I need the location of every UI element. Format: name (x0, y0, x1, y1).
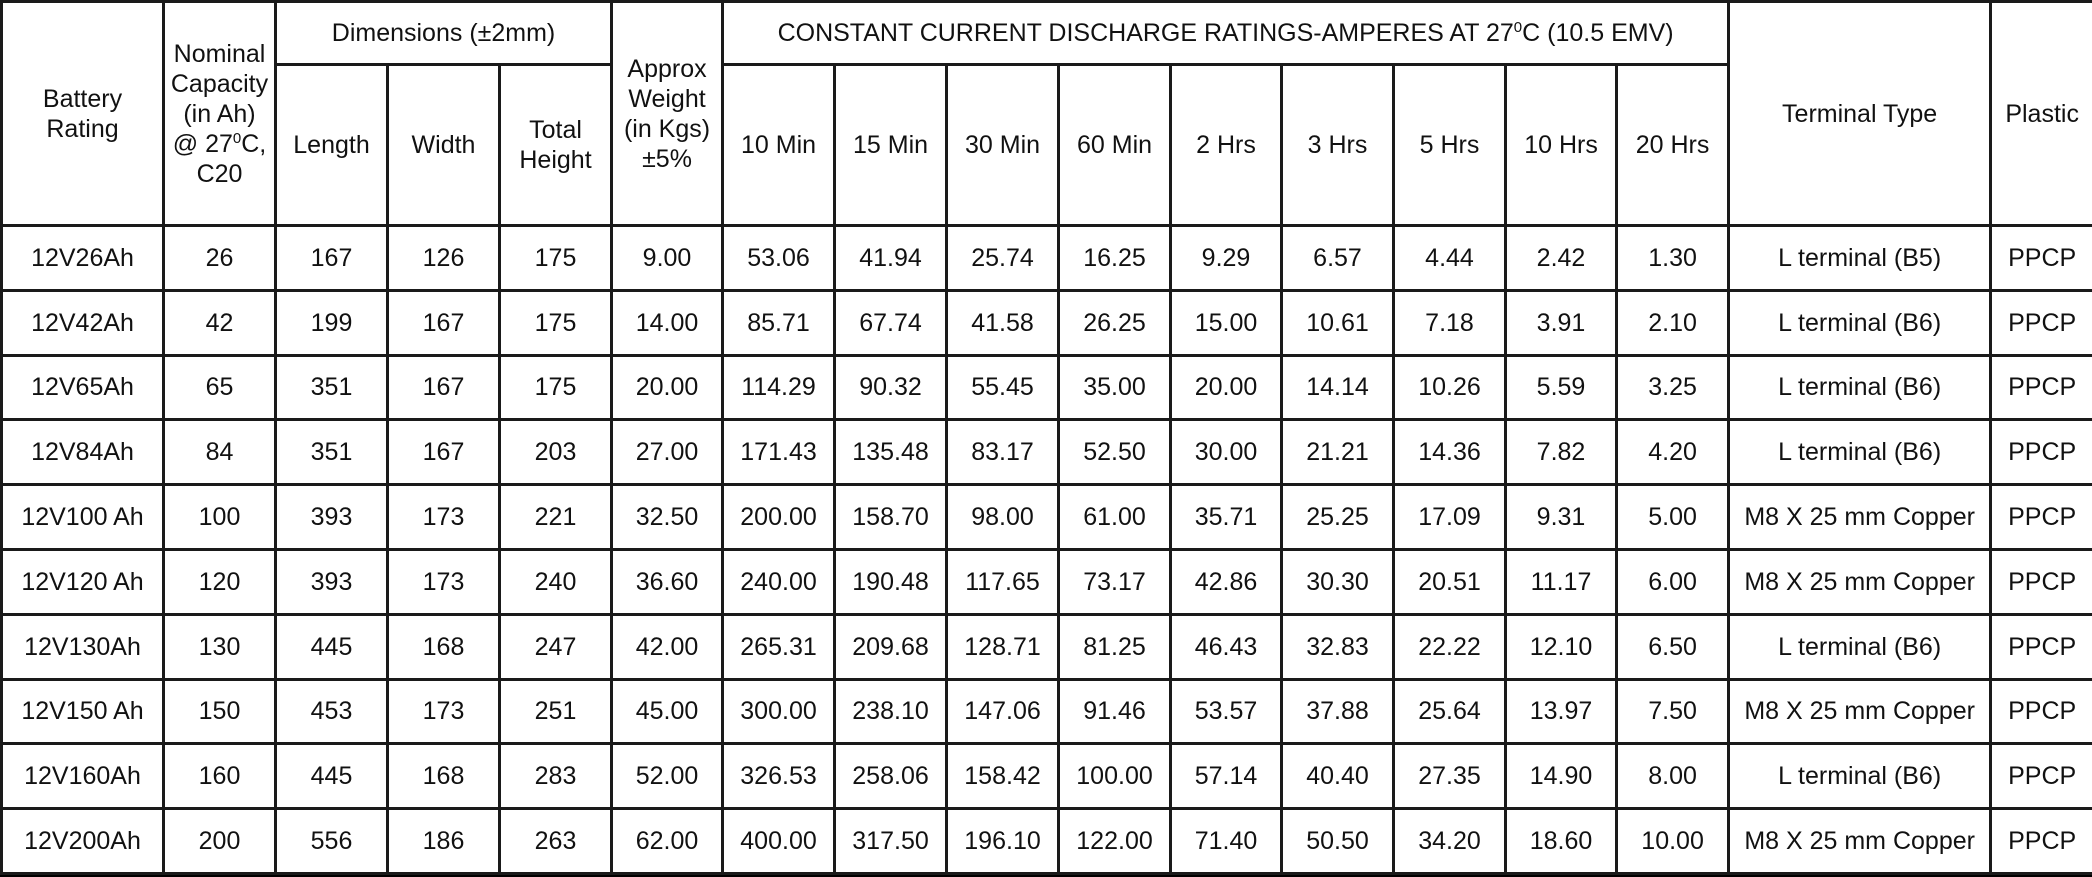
cell-discharge-60min: 91.46 (1059, 679, 1171, 744)
cell-length: 393 (276, 549, 388, 614)
cell-discharge-60min: 61.00 (1059, 485, 1171, 550)
cell-battery-rating: 12V200Ah (2, 809, 164, 874)
header-terminal-type: Terminal Type (1729, 2, 1991, 226)
cell-nominal-capacity: 65 (164, 355, 276, 420)
cell-discharge-10hrs: 13.97 (1506, 679, 1617, 744)
cell-discharge-60min: 52.50 (1059, 420, 1171, 485)
cell-battery-rating: 12V130Ah (2, 614, 164, 679)
table-row (2, 549, 2092, 614)
cell-discharge-10hrs: 14.90 (1506, 744, 1617, 809)
cell-length: 453 (276, 679, 388, 744)
cell-nominal-capacity: 120 (164, 549, 276, 614)
cell-terminal-type: L terminal (B6) (1729, 744, 1991, 809)
cell-width: 126 (388, 226, 500, 291)
cell-approx-weight: 36.60 (612, 549, 723, 614)
cell-approx-weight: 9.00 (612, 226, 723, 291)
cell-approx-weight: 62.00 (612, 809, 723, 874)
cell-approx-weight: 45.00 (612, 679, 723, 744)
cell-width: 173 (388, 485, 500, 550)
cell-plastic: PPCP (1991, 355, 2092, 420)
cell-discharge-10min: 53.06 (723, 226, 835, 291)
cell-discharge-60min: 35.00 (1059, 355, 1171, 420)
table-row (2, 809, 2092, 874)
cell-discharge-30min: 158.42 (947, 744, 1059, 809)
table-row (2, 290, 2092, 355)
cell-discharge-30min: 117.65 (947, 549, 1059, 614)
cell-total-height: 175 (500, 226, 612, 291)
cell-approx-weight: 42.00 (612, 614, 723, 679)
cell-total-height: 221 (500, 485, 612, 550)
cell-width: 173 (388, 679, 500, 744)
cell-total-height: 175 (500, 355, 612, 420)
cell-discharge-15min: 209.68 (835, 614, 947, 679)
table-row (2, 744, 2092, 809)
cell-discharge-5hrs: 20.51 (1394, 549, 1506, 614)
cell-discharge-10hrs: 2.42 (1506, 226, 1617, 291)
cell-width: 173 (388, 549, 500, 614)
cell-discharge-3hrs: 21.21 (1282, 420, 1394, 485)
cell-discharge-10min: 400.00 (723, 809, 835, 874)
cell-battery-rating: 12V100 Ah (2, 485, 164, 550)
cell-discharge-20hrs: 7.50 (1617, 679, 1729, 744)
cell-discharge-2hrs: 57.14 (1171, 744, 1282, 809)
cell-length: 199 (276, 290, 388, 355)
cell-discharge-3hrs: 37.88 (1282, 679, 1394, 744)
cell-discharge-60min: 26.25 (1059, 290, 1171, 355)
cell-nominal-capacity: 200 (164, 809, 276, 874)
cell-discharge-15min: 90.32 (835, 355, 947, 420)
cell-approx-weight: 27.00 (612, 420, 723, 485)
cell-discharge-15min: 67.74 (835, 290, 947, 355)
cell-discharge-30min: 41.58 (947, 290, 1059, 355)
cell-discharge-10hrs: 11.17 (1506, 549, 1617, 614)
header-discharge-60min: 60 Min (1059, 65, 1171, 226)
header-plastic: Plastic (1991, 2, 2092, 226)
cell-discharge-20hrs: 3.25 (1617, 355, 1729, 420)
cell-terminal-type: M8 X 25 mm Copper (1729, 679, 1991, 744)
cell-discharge-5hrs: 17.09 (1394, 485, 1506, 550)
cell-battery-rating: 12V120 Ah (2, 549, 164, 614)
cell-discharge-60min: 16.25 (1059, 226, 1171, 291)
cell-plastic: PPCP (1991, 420, 2092, 485)
cell-width: 186 (388, 809, 500, 874)
cell-discharge-10min: 171.43 (723, 420, 835, 485)
cell-discharge-3hrs: 25.25 (1282, 485, 1394, 550)
cell-discharge-30min: 55.45 (947, 355, 1059, 420)
cell-discharge-20hrs: 5.00 (1617, 485, 1729, 550)
cell-discharge-2hrs: 9.29 (1171, 226, 1282, 291)
table-row (2, 614, 2092, 679)
cell-discharge-20hrs: 4.20 (1617, 420, 1729, 485)
cell-plastic: PPCP (1991, 809, 2092, 874)
cell-width: 167 (388, 420, 500, 485)
cell-discharge-5hrs: 22.22 (1394, 614, 1506, 679)
cell-discharge-10hrs: 9.31 (1506, 485, 1617, 550)
cell-discharge-2hrs: 30.00 (1171, 420, 1282, 485)
cell-discharge-30min: 147.06 (947, 679, 1059, 744)
cell-discharge-15min: 190.48 (835, 549, 947, 614)
cell-approx-weight: 20.00 (612, 355, 723, 420)
cell-battery-rating: 12V150 Ah (2, 679, 164, 744)
cell-discharge-3hrs: 40.40 (1282, 744, 1394, 809)
cell-discharge-2hrs: 35.71 (1171, 485, 1282, 550)
cell-plastic: PPCP (1991, 485, 2092, 550)
cell-discharge-2hrs: 71.40 (1171, 809, 1282, 874)
cell-discharge-3hrs: 32.83 (1282, 614, 1394, 679)
cell-discharge-10hrs: 7.82 (1506, 420, 1617, 485)
cell-discharge-20hrs: 10.00 (1617, 809, 1729, 874)
cell-battery-rating: 12V160Ah (2, 744, 164, 809)
cell-terminal-type: L terminal (B6) (1729, 420, 1991, 485)
table-header (2, 2, 2092, 226)
cell-battery-rating: 12V26Ah (2, 226, 164, 291)
cell-discharge-30min: 98.00 (947, 485, 1059, 550)
cell-nominal-capacity: 160 (164, 744, 276, 809)
table-row (2, 355, 2092, 420)
cell-discharge-15min: 317.50 (835, 809, 947, 874)
cell-total-height: 283 (500, 744, 612, 809)
cell-discharge-15min: 258.06 (835, 744, 947, 809)
cell-total-height: 240 (500, 549, 612, 614)
cell-discharge-10min: 114.29 (723, 355, 835, 420)
header-discharge-30min: 30 Min (947, 65, 1059, 226)
cell-discharge-10hrs: 5.59 (1506, 355, 1617, 420)
cell-discharge-3hrs: 10.61 (1282, 290, 1394, 355)
cell-terminal-type: M8 X 25 mm Copper (1729, 485, 1991, 550)
cell-length: 351 (276, 355, 388, 420)
cell-discharge-5hrs: 25.64 (1394, 679, 1506, 744)
cell-total-height: 263 (500, 809, 612, 874)
cell-nominal-capacity: 26 (164, 226, 276, 291)
cell-discharge-20hrs: 1.30 (1617, 226, 1729, 291)
cell-approx-weight: 14.00 (612, 290, 723, 355)
cell-terminal-type: L terminal (B6) (1729, 355, 1991, 420)
cell-discharge-2hrs: 20.00 (1171, 355, 1282, 420)
cell-plastic: PPCP (1991, 226, 2092, 291)
cell-battery-rating: 12V42Ah (2, 290, 164, 355)
cell-discharge-20hrs: 2.10 (1617, 290, 1729, 355)
cell-nominal-capacity: 130 (164, 614, 276, 679)
header-nominal-capacity: Nominal Capacity (in Ah) @ $27^0C$, C20 (164, 2, 276, 226)
cell-discharge-5hrs: 4.44 (1394, 226, 1506, 291)
cell-discharge-10min: 326.53 (723, 744, 835, 809)
cell-length: 445 (276, 614, 388, 679)
header-discharge-ratings: CONSTANT CURRENT DISCHARGE RATINGS-AMPERES AT $27^0C$ (10.5 EMV) (723, 2, 1729, 65)
cell-discharge-3hrs: 14.14 (1282, 355, 1394, 420)
table-row (2, 420, 2092, 485)
cell-discharge-10min: 300.00 (723, 679, 835, 744)
cell-plastic: PPCP (1991, 290, 2092, 355)
table-row (2, 679, 2092, 744)
header-discharge-10hrs: 10 Hrs (1506, 65, 1617, 226)
cell-nominal-capacity: 100 (164, 485, 276, 550)
cell-discharge-60min: 122.00 (1059, 809, 1171, 874)
cell-discharge-10min: 265.31 (723, 614, 835, 679)
cell-discharge-10hrs: 18.60 (1506, 809, 1617, 874)
cell-total-height: 175 (500, 290, 612, 355)
header-discharge-10min: 10 Min (723, 65, 835, 226)
header-length: Length (276, 65, 388, 226)
cell-nominal-capacity: 42 (164, 290, 276, 355)
cell-discharge-10min: 85.71 (723, 290, 835, 355)
cell-nominal-capacity: 150 (164, 679, 276, 744)
cell-plastic: PPCP (1991, 614, 2092, 679)
cell-plastic: PPCP (1991, 679, 2092, 744)
cell-discharge-15min: 158.70 (835, 485, 947, 550)
cell-discharge-30min: 128.71 (947, 614, 1059, 679)
cell-discharge-15min: 238.10 (835, 679, 947, 744)
cell-discharge-15min: 135.48 (835, 420, 947, 485)
cell-plastic: PPCP (1991, 549, 2092, 614)
cell-discharge-5hrs: 34.20 (1394, 809, 1506, 874)
header-battery-rating: Battery Rating (2, 2, 164, 226)
cell-length: 167 (276, 226, 388, 291)
header-total-height: Total Height (500, 65, 612, 226)
cell-width: 168 (388, 744, 500, 809)
cell-width: 167 (388, 290, 500, 355)
cell-discharge-10min: 240.00 (723, 549, 835, 614)
cell-length: 556 (276, 809, 388, 874)
cell-length: 393 (276, 485, 388, 550)
table-row (2, 226, 2092, 291)
cell-width: 168 (388, 614, 500, 679)
header-width: Width (388, 65, 500, 226)
cell-discharge-10hrs: 3.91 (1506, 290, 1617, 355)
cell-discharge-15min: 41.94 (835, 226, 947, 291)
cell-discharge-20hrs: 8.00 (1617, 744, 1729, 809)
cell-width: 167 (388, 355, 500, 420)
cell-total-height: 251 (500, 679, 612, 744)
table-body (2, 226, 2092, 874)
cell-discharge-30min: 25.74 (947, 226, 1059, 291)
cell-length: 351 (276, 420, 388, 485)
header-discharge-20hrs: 20 Hrs (1617, 65, 1729, 226)
cell-terminal-type: M8 X 25 mm Copper (1729, 809, 1991, 874)
cell-length: 445 (276, 744, 388, 809)
cell-approx-weight: 52.00 (612, 744, 723, 809)
header-discharge-15min: 15 Min (835, 65, 947, 226)
cell-terminal-type: L terminal (B5) (1729, 226, 1991, 291)
cell-discharge-30min: 196.10 (947, 809, 1059, 874)
header-discharge-2hrs: 2 Hrs (1171, 65, 1282, 226)
cell-plastic: PPCP (1991, 744, 2092, 809)
header-discharge-3hrs: 3 Hrs (1282, 65, 1394, 226)
cell-discharge-5hrs: 27.35 (1394, 744, 1506, 809)
cell-discharge-2hrs: 46.43 (1171, 614, 1282, 679)
cell-discharge-10min: 200.00 (723, 485, 835, 550)
cell-discharge-60min: 73.17 (1059, 549, 1171, 614)
cell-terminal-type: L terminal (B6) (1729, 290, 1991, 355)
header-approx-weight: Approx Weight (in Kgs) ±5% (612, 2, 723, 226)
cell-discharge-60min: 100.00 (1059, 744, 1171, 809)
cell-nominal-capacity: 84 (164, 420, 276, 485)
cell-discharge-10hrs: 12.10 (1506, 614, 1617, 679)
cell-discharge-60min: 81.25 (1059, 614, 1171, 679)
cell-discharge-20hrs: 6.50 (1617, 614, 1729, 679)
cell-total-height: 247 (500, 614, 612, 679)
cell-discharge-2hrs: 53.57 (1171, 679, 1282, 744)
cell-battery-rating: 12V84Ah (2, 420, 164, 485)
cell-discharge-5hrs: 10.26 (1394, 355, 1506, 420)
cell-discharge-2hrs: 15.00 (1171, 290, 1282, 355)
table-row (2, 485, 2092, 550)
cell-battery-rating: 12V65Ah (2, 355, 164, 420)
cell-discharge-3hrs: 6.57 (1282, 226, 1394, 291)
cell-approx-weight: 32.50 (612, 485, 723, 550)
cell-discharge-5hrs: 7.18 (1394, 290, 1506, 355)
cell-discharge-5hrs: 14.36 (1394, 420, 1506, 485)
header-discharge-5hrs: 5 Hrs (1394, 65, 1506, 226)
cell-discharge-3hrs: 50.50 (1282, 809, 1394, 874)
header-dimensions: Dimensions (±2mm) (276, 2, 612, 65)
cell-discharge-3hrs: 30.30 (1282, 549, 1394, 614)
cell-discharge-30min: 83.17 (947, 420, 1059, 485)
cell-total-height: 203 (500, 420, 612, 485)
cell-terminal-type: M8 X 25 mm Copper (1729, 549, 1991, 614)
cell-discharge-2hrs: 42.86 (1171, 549, 1282, 614)
cell-discharge-20hrs: 6.00 (1617, 549, 1729, 614)
cell-terminal-type: L terminal (B6) (1729, 614, 1991, 679)
